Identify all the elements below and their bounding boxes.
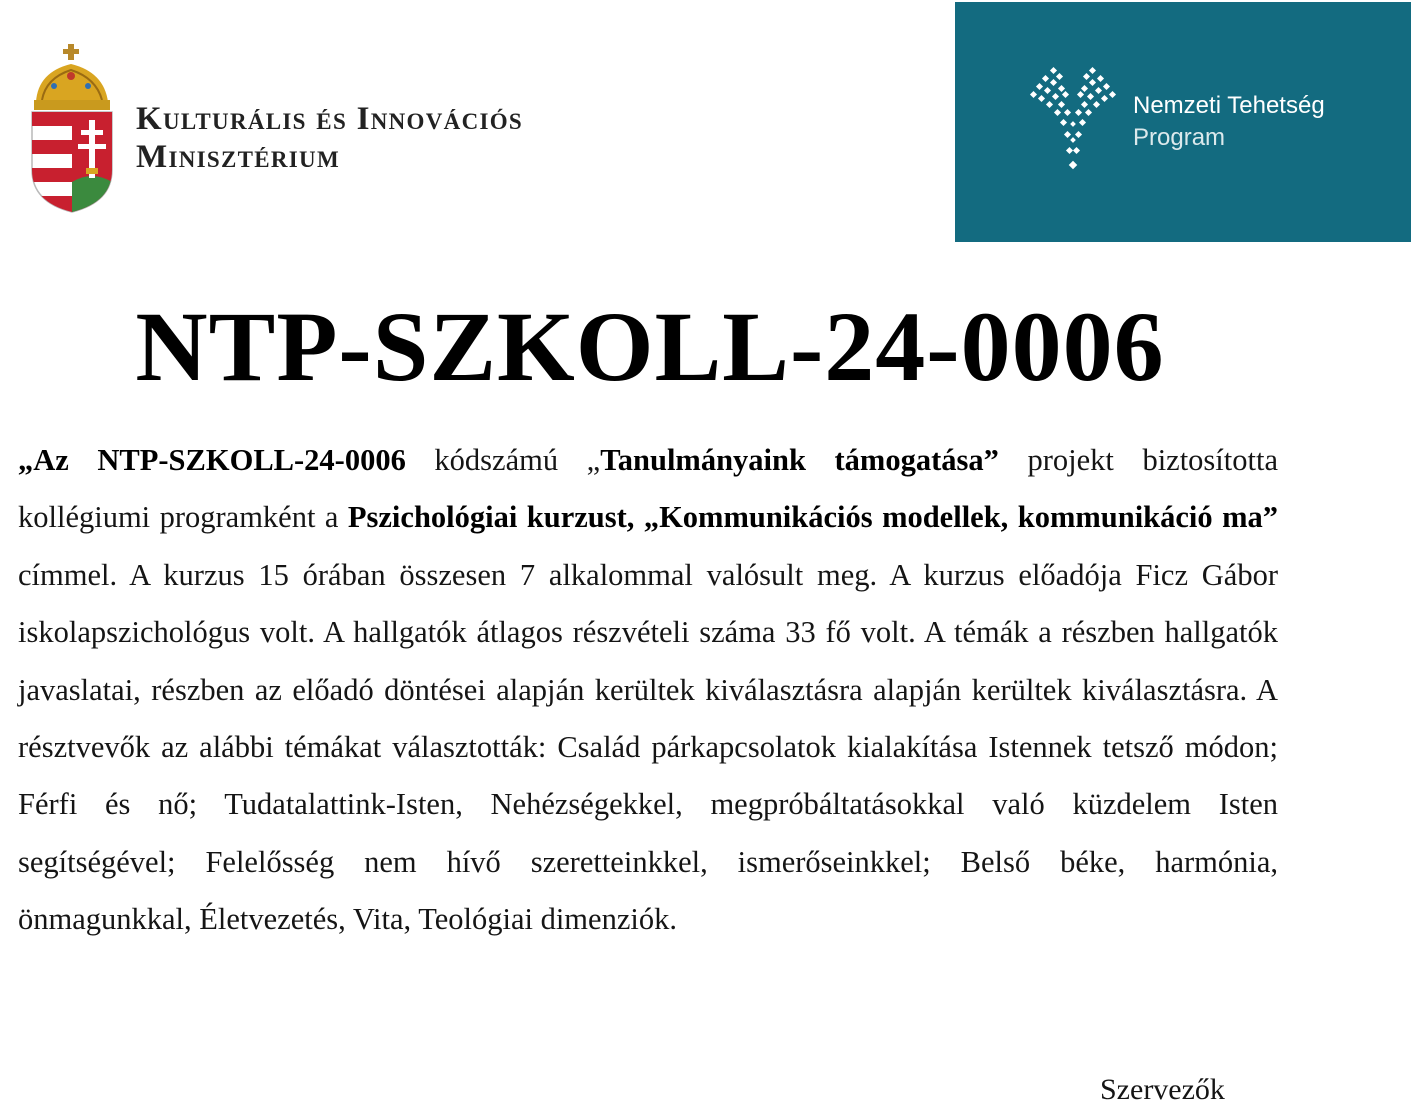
ministry-name-line1: Kulturális és Innovációs bbox=[136, 101, 524, 137]
paragraph-bold-segment: Pszichológiai kurzust, „Kommunikációs modellek, kommunikáció ma” bbox=[347, 500, 1278, 535]
paragraph-bold-segment: „Az NTP-SZKOLL-24-0006 bbox=[18, 443, 406, 477]
ntp-program-name-line2: Program bbox=[1133, 124, 1226, 151]
ntp-program-name-line1: Nemzeti Tehetség bbox=[1133, 92, 1325, 119]
paragraph-bold-segment: Tanulmányaink támogatása” bbox=[600, 443, 999, 477]
document-title: NTP-SZKOLL-24-0006 bbox=[135, 291, 1165, 402]
paragraph-text-segment: projekt biztosította kollégiumi programként a bbox=[18, 443, 1278, 535]
paragraph-text-segment: kódszámú „ bbox=[405, 443, 601, 477]
document-paragraph bbox=[18, 432, 1278, 949]
ntp-program-name bbox=[1133, 90, 1325, 154]
ministry-name-line2: Minisztérium bbox=[136, 139, 340, 175]
hungarian-coat-of-arms-icon bbox=[28, 42, 116, 214]
ntp-diamond-v-icon bbox=[1025, 62, 1121, 182]
ministry-logo-block bbox=[28, 42, 648, 217]
signature: Szervezők bbox=[1100, 1073, 1225, 1106]
ministry-name bbox=[136, 100, 523, 176]
ntp-logo-block bbox=[955, 2, 1411, 242]
paragraph-text-segment: címmel. A kurzus 15 órában összesen 7 alkalommal valósult meg. A kurzus előadója Ficz Gábor iskolapszichológus volt. A hallgatók átlagos részvételi száma 33 fő volt. A témák a részben hallgatók javaslatai, részben az előadó döntései alapján kerültek kiválasztásra alapján kerültek kiválasztásra. A résztvevők az alábbi témákat választották: Család párkapcsolatok kialakítása Istennek tetsző módon; Férfi és nő; Tudatalattink-Isten, Nehézségekkel, megpróbáltatásokkal való küzdelem Isten segítségével; Felelősség nem hívő szeretteinkkel, ismerőseinkkel; Belső béke, harmónia, önmagunkkal, Életvezetés, Vita, Teológiai dimenziók. bbox=[18, 557, 1278, 937]
